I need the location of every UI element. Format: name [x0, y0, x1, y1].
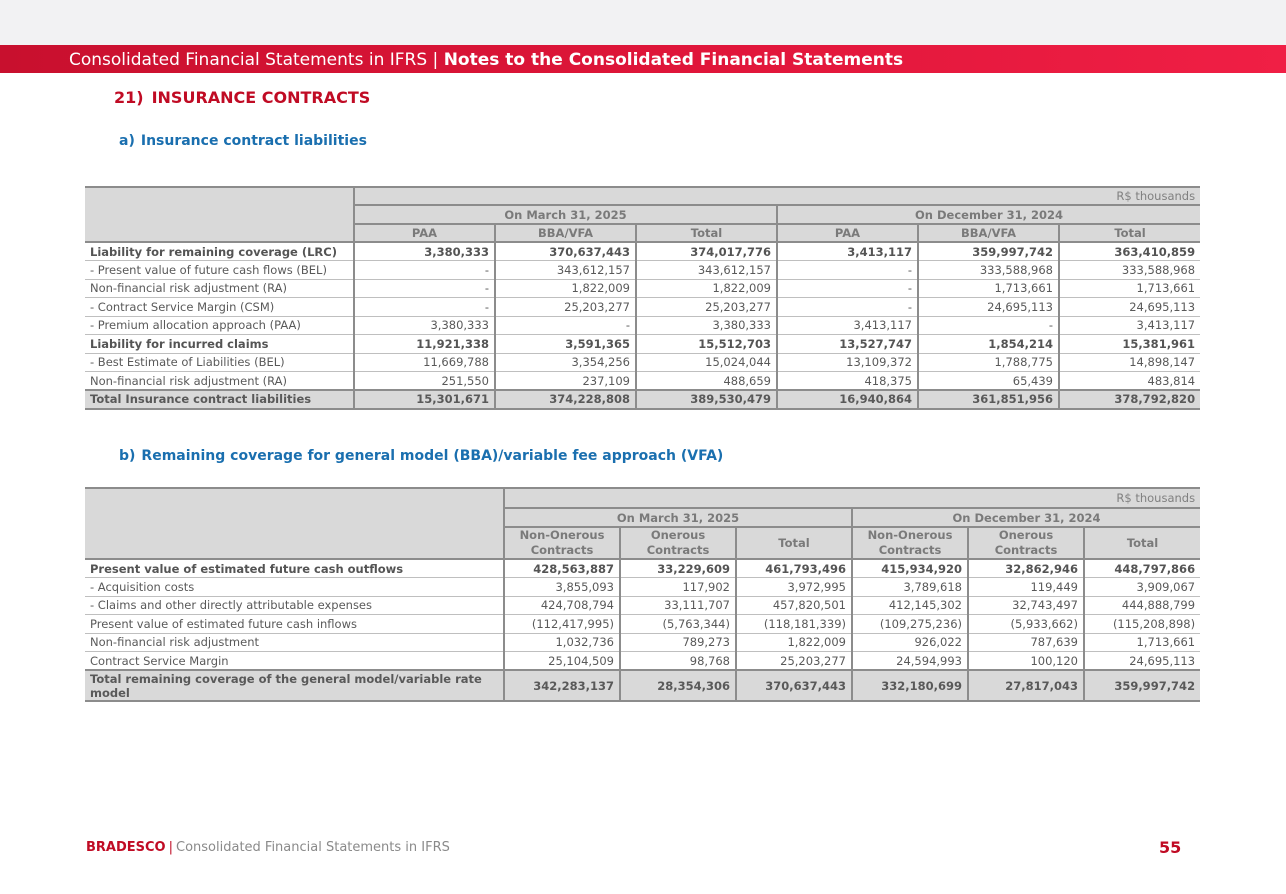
table-b-cell: 3,855,093 [504, 578, 620, 597]
table-a-corner [85, 187, 354, 242]
table-b-cell: (5,763,344) [620, 615, 736, 634]
table-b-cell: 428,563,887 [504, 559, 620, 578]
table-b-row-label: Contract Service Margin [85, 652, 504, 671]
table-a-cell: 3,413,117 [1059, 316, 1200, 335]
table-a-cell: 13,527,747 [777, 335, 918, 354]
table-a-unit: R$ thousands [354, 187, 1200, 205]
table-b-cell: 424,708,794 [504, 596, 620, 615]
table-b-row [85, 559, 1200, 578]
table-b-cell: 461,793,496 [736, 559, 852, 578]
top-strip [0, 0, 1286, 45]
table-a-cell: - [777, 279, 918, 298]
table-a-cell: - [918, 316, 1059, 335]
table-b-cell: 24,594,993 [852, 652, 968, 671]
table-a-cell: 65,439 [918, 372, 1059, 391]
table-b-cell: 926,022 [852, 633, 968, 652]
table-b-cell: 98,768 [620, 652, 736, 671]
table-a-period-current: On March 31, 2025 [354, 205, 777, 224]
table-b-row [85, 578, 1200, 597]
table-a-cell: 16,940,864 [777, 390, 918, 409]
table-b-cell: 3,789,618 [852, 578, 968, 597]
table-a-cell: - [354, 279, 495, 298]
header-doc-title: Consolidated Financial Statements in IFRS [69, 50, 428, 70]
table-a-cell: - [354, 298, 495, 317]
table-a-col-header: PAA [354, 224, 495, 242]
table-a-cell: 13,109,372 [777, 353, 918, 372]
table-b-cell: (112,417,995) [504, 615, 620, 634]
table-b-cell: 32,743,497 [968, 596, 1084, 615]
footer-brand: BRADESCO [86, 840, 166, 855]
header-banner [0, 45, 1286, 73]
table-a-cell: 333,588,968 [918, 261, 1059, 280]
table-b-row-label: - Acquisition costs [85, 578, 504, 597]
table-b-cell: 1,032,736 [504, 633, 620, 652]
table-a-cell: 343,612,157 [636, 261, 777, 280]
table-a-cell: 15,024,044 [636, 353, 777, 372]
table-a-row-label: Non-financial risk adjustment (RA) [85, 372, 354, 391]
table-b-cell: 448,797,866 [1084, 559, 1200, 578]
table-a-row-label: - Contract Service Margin (CSM) [85, 298, 354, 317]
remaining-coverage-table [85, 487, 1200, 702]
table-a-cell: 1,788,775 [918, 353, 1059, 372]
table-a-cell: 3,380,333 [636, 316, 777, 335]
table-a-cell: 1,822,009 [636, 279, 777, 298]
note-title-text: INSURANCE CONTRACTS [151, 88, 371, 107]
table-b-period-prior: On December 31, 2024 [852, 508, 1200, 527]
table-b-cell: 457,820,501 [736, 596, 852, 615]
table-b-cell: 32,862,946 [968, 559, 1084, 578]
table-a-col-header: BBA/VFA [918, 224, 1059, 242]
header-section-title: Notes to the Consolidated Financial Statements [443, 50, 904, 70]
table-b-row [85, 633, 1200, 652]
table-a-cell: 370,637,443 [495, 242, 636, 261]
table-b-cell: 28,354,306 [620, 670, 736, 701]
table-b-col-header: Total [736, 527, 852, 559]
page-number: 55 [1159, 838, 1182, 857]
table-b-cell: 27,817,043 [968, 670, 1084, 701]
table-b-row [85, 596, 1200, 615]
table-b-period-current: On March 31, 2025 [504, 508, 852, 527]
table-a-row [85, 279, 1200, 298]
table-a-cell: 378,792,820 [1059, 390, 1200, 409]
table-b-row-label: Non-financial risk adjustment [85, 633, 504, 652]
table-a-cell: - [777, 298, 918, 317]
table-a-col-header: BBA/VFA [495, 224, 636, 242]
table-a-cell: - [495, 316, 636, 335]
table-b-col-header: Onerous Contracts [968, 527, 1084, 559]
table-b-cell: 24,695,113 [1084, 652, 1200, 671]
table-a-cell: 1,713,661 [1059, 279, 1200, 298]
table-a-cell: 3,354,256 [495, 353, 636, 372]
table-a-row-label: - Premium allocation approach (PAA) [85, 316, 354, 335]
table-a-cell: 3,413,117 [777, 242, 918, 261]
table-a-cell: 1,713,661 [918, 279, 1059, 298]
table-b-cell: 100,120 [968, 652, 1084, 671]
table-b-cell: 444,888,799 [1084, 596, 1200, 615]
table-a-cell: 374,017,776 [636, 242, 777, 261]
table-a-cell: 25,203,277 [495, 298, 636, 317]
table-a-col-header: Total [1059, 224, 1200, 242]
table-a-cell: 11,921,338 [354, 335, 495, 354]
section-a-title [119, 133, 367, 149]
table-a-row-label: - Present value of future cash flows (BEL) [85, 261, 354, 280]
table-b-cell: (115,208,898) [1084, 615, 1200, 634]
table-a-cell: 333,588,968 [1059, 261, 1200, 280]
table-b-cell: (118,181,339) [736, 615, 852, 634]
table-b-row [85, 615, 1200, 634]
table-b-row-label: - Claims and other directly attributable expenses [85, 596, 504, 615]
table-b-col-header: Non-Onerous Contracts [504, 527, 620, 559]
table-a-cell: 3,413,117 [777, 316, 918, 335]
table-a-cell: 483,814 [1059, 372, 1200, 391]
table-b-unit: R$ thousands [504, 488, 1200, 508]
table-b-row [85, 670, 1200, 701]
table-a-row [85, 390, 1200, 409]
table-b-cell: (5,933,662) [968, 615, 1084, 634]
table-b-cell: 33,111,707 [620, 596, 736, 615]
table-b-cell: (109,275,236) [852, 615, 968, 634]
table-a-cell: 3,380,333 [354, 242, 495, 261]
table-a-cell: 15,512,703 [636, 335, 777, 354]
table-a-cell: 374,228,808 [495, 390, 636, 409]
table-b-cell: 415,934,920 [852, 559, 968, 578]
table-b-row-label: Total remaining coverage of the general model/variable rate model [85, 670, 504, 701]
table-a-cell: 1,854,214 [918, 335, 1059, 354]
table-a-cell: 361,851,956 [918, 390, 1059, 409]
footer-separator: | [168, 840, 173, 855]
table-b-col-header: Onerous Contracts [620, 527, 736, 559]
table-a-cell: 488,659 [636, 372, 777, 391]
section-b-letter: b) [119, 448, 136, 464]
table-b-row-label: Present value of estimated future cash outflows [85, 559, 504, 578]
table-a-cell: 1,822,009 [495, 279, 636, 298]
note-title [114, 88, 370, 107]
table-a-cell: 15,301,671 [354, 390, 495, 409]
table-b-cell: 1,713,661 [1084, 633, 1200, 652]
table-b-cell: 117,902 [620, 578, 736, 597]
table-a-row-label: Liability for incurred claims [85, 335, 354, 354]
table-b-cell: 33,229,609 [620, 559, 736, 578]
table-b-cell: 1,822,009 [736, 633, 852, 652]
table-a-cell: 3,380,333 [354, 316, 495, 335]
table-a-cell: 24,695,113 [1059, 298, 1200, 317]
table-b-cell: 370,637,443 [736, 670, 852, 701]
table-b-row [85, 652, 1200, 671]
table-b-corner [85, 488, 504, 559]
table-b-cell: 25,104,509 [504, 652, 620, 671]
section-a-letter: a) [119, 133, 135, 149]
table-a-row-label: Liability for remaining coverage (LRC) [85, 242, 354, 261]
table-a-row [85, 372, 1200, 391]
table-a-row [85, 335, 1200, 354]
table-a-cell: 15,381,961 [1059, 335, 1200, 354]
section-a-title-text: Insurance contract liabilities [140, 133, 367, 149]
table-b-col-header: Non-Onerous Contracts [852, 527, 968, 559]
table-b-cell: 789,273 [620, 633, 736, 652]
section-b-title-text: Remaining coverage for general model (BBA)/variable fee approach (VFA) [141, 448, 724, 464]
table-a-row [85, 353, 1200, 372]
footer-doc-title: Consolidated Financial Statements in IFRS [176, 840, 450, 855]
table-a-col-header: PAA [777, 224, 918, 242]
table-b-row-label: Present value of estimated future cash inflows [85, 615, 504, 634]
header-separator: | [432, 50, 439, 70]
table-a-cell: 389,530,479 [636, 390, 777, 409]
table-a-cell: 24,695,113 [918, 298, 1059, 317]
table-a-cell: 359,997,742 [918, 242, 1059, 261]
table-a-cell: 418,375 [777, 372, 918, 391]
table-b-cell: 25,203,277 [736, 652, 852, 671]
table-a-cell: 363,410,859 [1059, 242, 1200, 261]
footer [86, 840, 450, 855]
table-a-row [85, 298, 1200, 317]
table-a-period-prior: On December 31, 2024 [777, 205, 1200, 224]
table-b-cell: 787,639 [968, 633, 1084, 652]
table-b-cell: 3,909,067 [1084, 578, 1200, 597]
table-b-cell: 412,145,302 [852, 596, 968, 615]
table-a-cell: 25,203,277 [636, 298, 777, 317]
note-number: 21) [114, 88, 144, 107]
table-b-cell: 332,180,699 [852, 670, 968, 701]
table-a-row-label: Non-financial risk adjustment (RA) [85, 279, 354, 298]
table-a-row [85, 316, 1200, 335]
table-a-row [85, 261, 1200, 280]
section-b-title [119, 448, 723, 464]
table-a-cell: - [354, 261, 495, 280]
table-a-col-header: Total [636, 224, 777, 242]
table-b-cell: 3,972,995 [736, 578, 852, 597]
table-b-cell: 359,997,742 [1084, 670, 1200, 701]
table-a-cell: 343,612,157 [495, 261, 636, 280]
insurance-liabilities-table [85, 186, 1200, 410]
table-b-col-header: Total [1084, 527, 1200, 559]
table-a-cell: 3,591,365 [495, 335, 636, 354]
table-a-cell: 14,898,147 [1059, 353, 1200, 372]
table-a-cell: 11,669,788 [354, 353, 495, 372]
table-a-cell: 251,550 [354, 372, 495, 391]
table-b-cell: 119,449 [968, 578, 1084, 597]
table-b-cell: 342,283,137 [504, 670, 620, 701]
table-a-row-label: Total Insurance contract liabilities [85, 390, 354, 409]
table-a-row [85, 242, 1200, 261]
table-a-cell: - [777, 261, 918, 280]
table-a-cell: 237,109 [495, 372, 636, 391]
table-a-row-label: - Best Estimate of Liabilities (BEL) [85, 353, 354, 372]
